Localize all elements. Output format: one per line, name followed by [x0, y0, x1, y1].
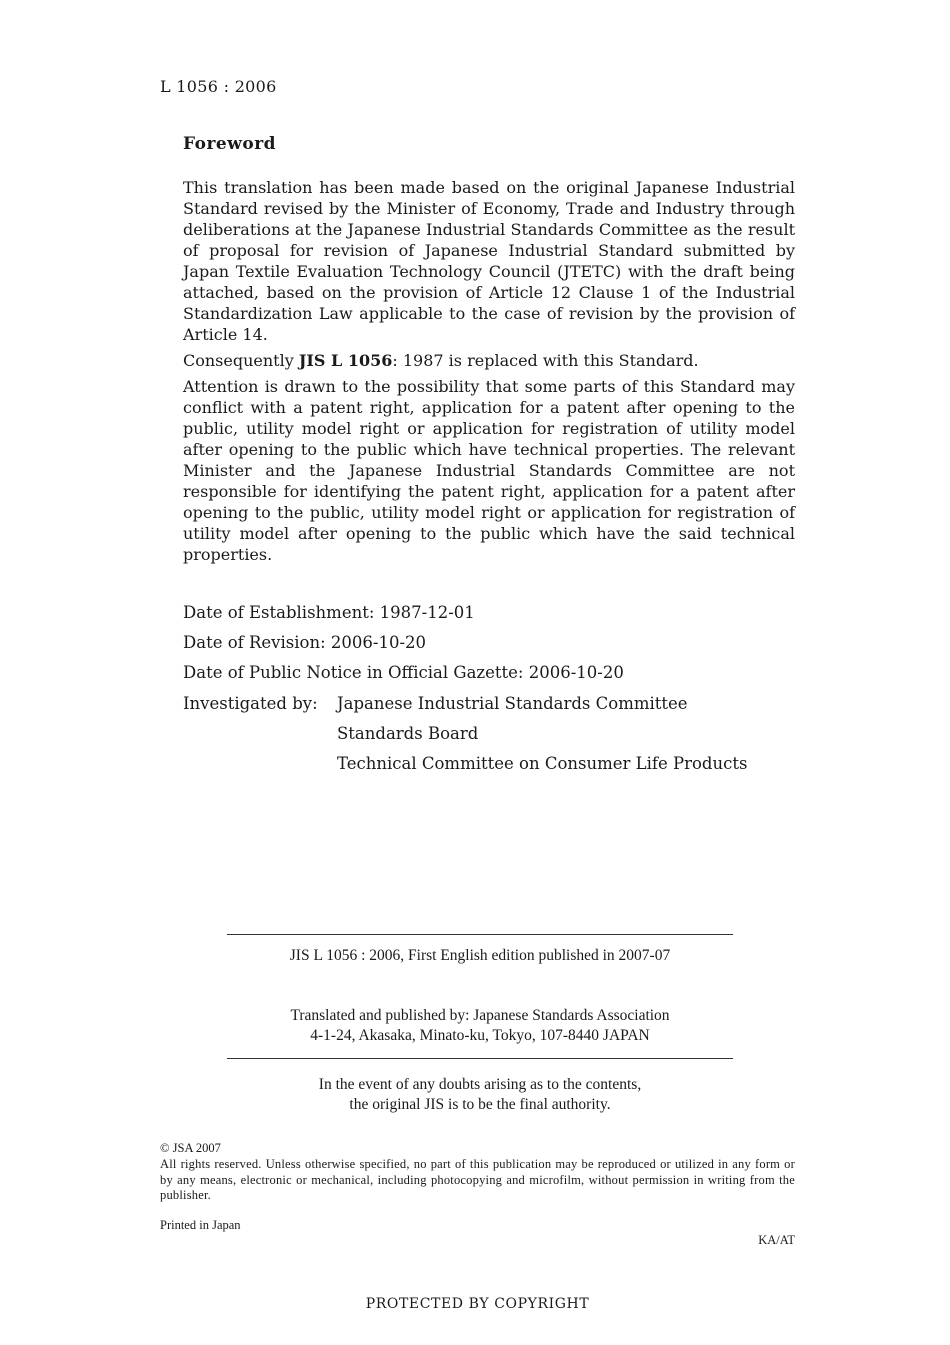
foreword-paragraph-1: This translation has been made based on the original Japanese Industrial Standard revised by the Minister of Economy, Trade and Industry through deliberations at the Japanese Industrial Standards Committee as the result of proposal for revision of Japanese Industrial Standard submitted by Japan Textile Evaluation Technology Council (JTETC) with the draft being attached, based on the provision of Article 12 Clause 1 of the Industrial Standardization Law applicable to the case of revision by the provision of Article 14.: [183, 178, 795, 344]
replaced-standard-id: JIS L 1056: [298, 351, 393, 370]
date-of-public-notice: Date of Public Notice in Official Gazette: 2006-10-20: [183, 663, 624, 682]
date-of-establishment: Date of Establishment: 1987-12-01: [183, 603, 475, 622]
copyright-owner: © JSA 2007: [160, 1141, 221, 1155]
document-code: KA/AT: [758, 1233, 795, 1247]
investigator-board: Standards Board: [337, 724, 479, 743]
foreword-paragraph-3: Attention is drawn to the possibility that some parts of this Standard may conflict with a patent right, application for a patent after opening to the public, utility model right or application for registration of utility model after opening to the public which have technical properties. The relevant Minister and the Japanese Industrial Standards Committee are not responsible for identifying the patent right, application for a patent after opening to the public, utility model right or application for registration of utility model after opening to the public which have the said technical properties.: [183, 377, 795, 564]
para2-suffix: : 1987 is replaced with this Standard.: [392, 351, 699, 370]
divider-bottom: [227, 1058, 733, 1059]
investigator-technical-committee: Technical Committee on Consumer Life Products: [337, 754, 748, 773]
document-id-header: L 1056 : 2006: [160, 77, 277, 96]
authority-note-line-1: In the event of any doubts arising as to the contents,: [318, 1076, 642, 1093]
foreword-paragraph-2: [183, 350, 795, 371]
protected-footer: PROTECTED BY COPYRIGHT: [365, 1296, 590, 1312]
investigated-by-label: Investigated by:: [183, 694, 318, 713]
foreword-title: Foreword: [183, 134, 277, 154]
date-of-revision: Date of Revision: 2006-10-20: [183, 633, 427, 652]
edition-statement: JIS L 1056 : 2006, First English edition published in 2007-07: [289, 947, 671, 964]
divider-top: [227, 934, 733, 935]
translated-by-line: Translated and published by: Japanese Standards Association: [290, 1007, 670, 1024]
printed-in: Printed in Japan: [160, 1218, 241, 1232]
publisher-address: 4-1-24, Akasaka, Minato-ku, Tokyo, 107-8440 JAPAN: [310, 1027, 650, 1044]
investigator-committee: Japanese Industrial Standards Committee: [337, 694, 688, 713]
copyright-notice: All rights reserved. Unless otherwise specified, no part of this publication may be reproduced or utilized in any form or by any means, electronic or mechanical, including photocopying and microfilm, without permission in writing from the publisher.: [160, 1157, 795, 1202]
para2-prefix: Consequently: [183, 351, 299, 370]
authority-note-line-2: the original JIS is to be the final authority.: [349, 1096, 611, 1113]
